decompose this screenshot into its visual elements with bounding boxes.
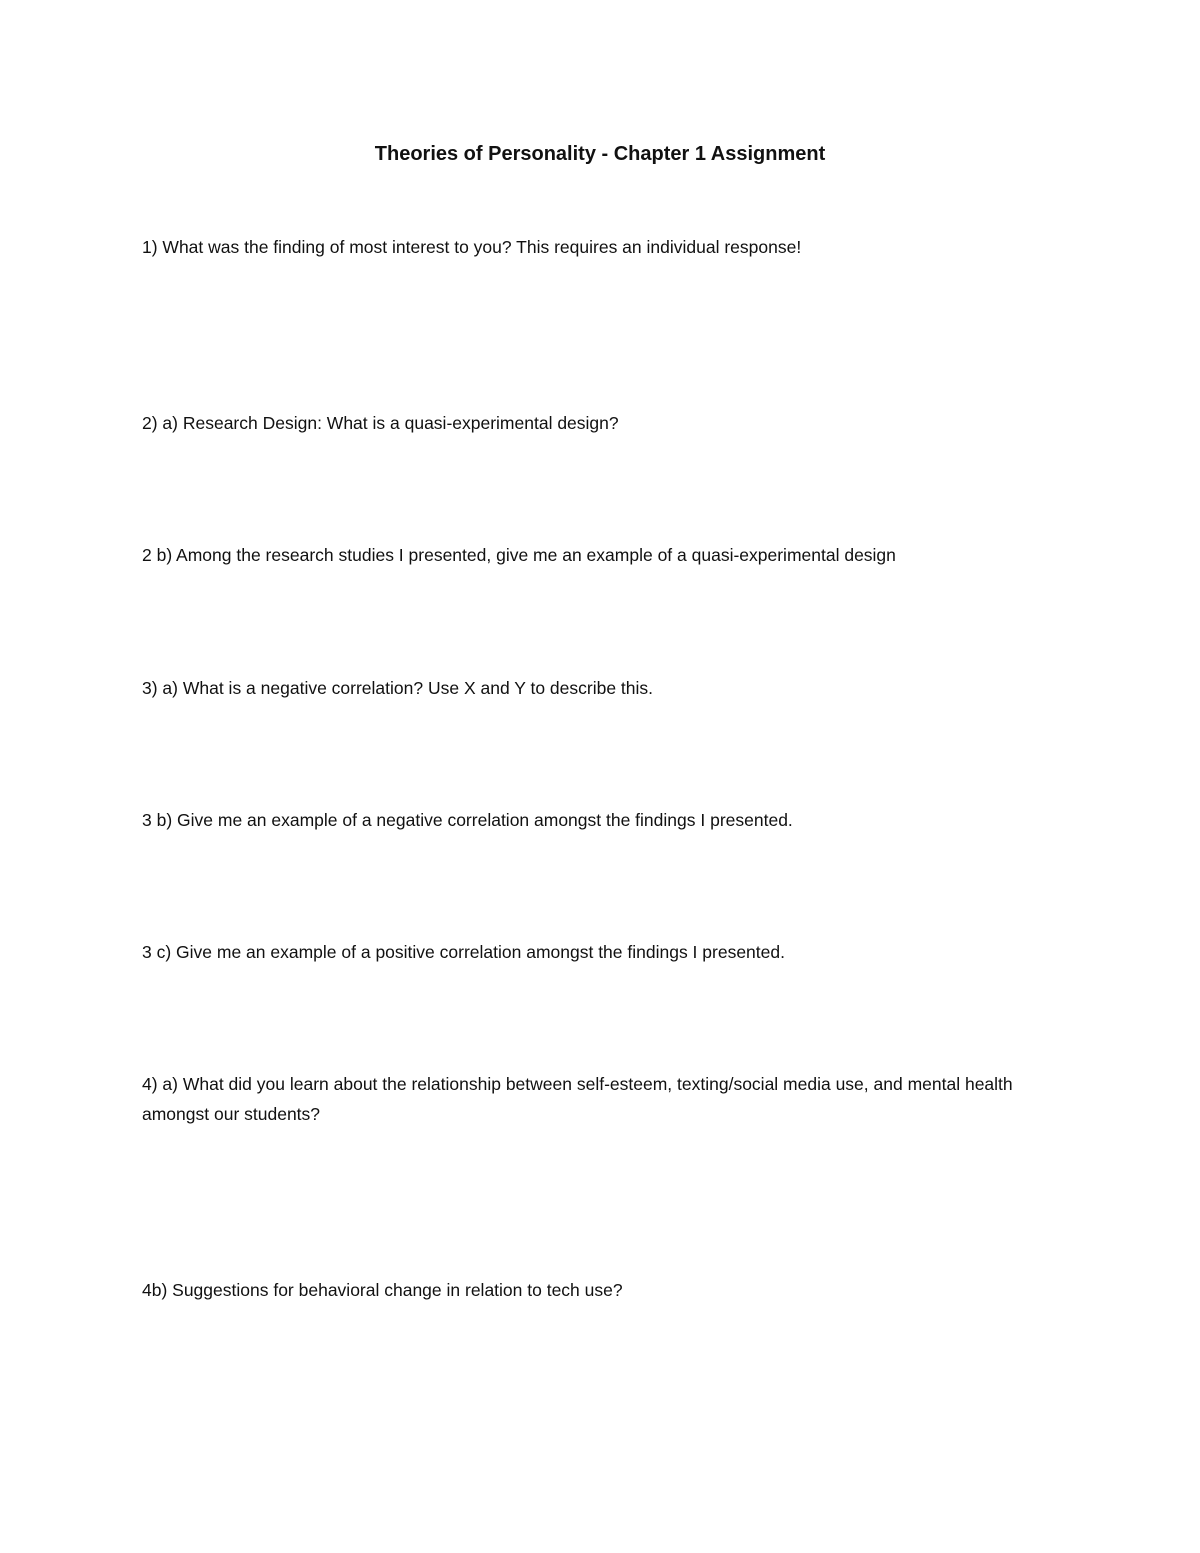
question-1: 1) What was the finding of most interest to you? This requires an individual response!: [142, 237, 802, 257]
document-title: Theories of Personality - Chapter 1 Assignment: [374, 143, 826, 165]
question-4a: 4) a) What did you learn about the relationship between self-esteem, texting/social media use, and mental health amongst our students?: [142, 1074, 1013, 1124]
question-3b: 3 b) Give me an example of a negative correlation amongst the findings I presented.: [142, 810, 793, 830]
question-4b: 4b) Suggestions for behavioral change in relation to tech use?: [142, 1280, 623, 1300]
question-2b: 2 b) Among the research studies I presented, give me an example of a quasi-experimental design: [142, 545, 896, 565]
question-2a: 2) a) Research Design: What is a quasi-experimental design?: [142, 413, 619, 433]
question-3a: 3) a) What is a negative correlation? Use X and Y to describe this.: [142, 678, 654, 698]
question-3c: 3 c) Give me an example of a positive correlation amongst the findings I presented.: [142, 942, 785, 962]
